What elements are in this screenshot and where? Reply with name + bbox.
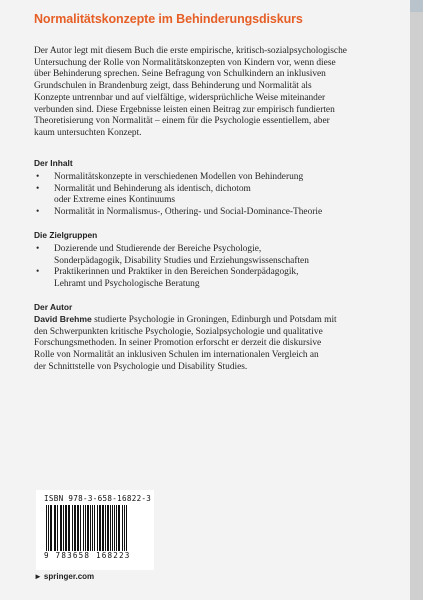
book-title: Normalitätskonzepte im Behinderungsdiskurs: [34, 12, 303, 26]
barcode-bar: [54, 505, 56, 551]
barcode-bar: [102, 505, 104, 551]
author-first-line: studierte Psychologie in Groningen, Edinburgh und Potsdam mit: [91, 315, 337, 325]
barcode-bar: [57, 505, 58, 551]
list-item-line: Normalität in Normalismus-, Othering- und Social-Dominance-Theorie: [54, 206, 323, 217]
intro-line: Der Autor legt mit diesem Buch die erste empirische, kritisch-sozialpsychologische: [34, 46, 347, 56]
section-heading-autor: Der Autor: [34, 302, 73, 312]
barcode-bar: [63, 505, 64, 551]
barcode-bar: [87, 505, 89, 551]
intro-line: Grundschulen in Brandenburg zeigt, dass Behinderung und Normalität als: [34, 81, 312, 92]
barcode-bar: [74, 505, 76, 551]
section-heading-zielgruppen: Die Zielgruppen: [34, 230, 98, 240]
list-item-line: Praktikerinnen und Praktiker in den Bereichen Sonderpädagogik,: [54, 267, 299, 278]
author-name: David Brehme: [34, 314, 92, 324]
author-line: Rolle von Normalität an inklusiven Schulen im internationalen Vergleich an: [34, 350, 319, 361]
barcode-bar: [124, 505, 125, 551]
barcode-bar: [50, 505, 52, 551]
list-item-line: Lehramt und Psychologische Beratung: [54, 278, 200, 289]
barcode-bar: [90, 505, 91, 551]
barcode-bar: [114, 505, 115, 551]
list-item-line: Normalitätskonzepte in verschiedenen Modellen von Behinderung: [54, 172, 304, 182]
zielgruppen-list: [34, 244, 396, 290]
bullet-icon: •: [36, 172, 40, 182]
author-line: Forschungsmethoden. In seiner Promotion erforscht er derzeit die diskursive: [34, 338, 322, 349]
list-item-line: Sonderpädagogik, Disability Studies und Erziehungswissenschaften: [54, 255, 309, 266]
intro-line: über Behinderung sprechen. Seine Befragung von Schulkindern an inklusiven: [34, 69, 326, 80]
publisher-link[interactable]: [34, 572, 94, 581]
list-item-line: Dozierende und Studierende der Bereiche Psychologie,: [54, 244, 262, 254]
barcode-bar: [126, 505, 127, 551]
author-line: den Schwerpunkten kritische Psychologie, Sozialpsychologie und qualitative: [34, 326, 323, 337]
author-paragraph: [34, 314, 396, 374]
barcode-bar: [85, 505, 86, 551]
list-item-line: oder Extreme eines Kontinuums: [54, 195, 176, 206]
spine-band: [410, 0, 423, 12]
barcode-bar: [97, 505, 98, 551]
bullet-icon: •: [36, 244, 40, 254]
list-item: [34, 207, 396, 219]
inhalt-list: [34, 172, 396, 218]
intro-line: Konzepte untrennbar und auf vielfältige, widersprüchliche Weise miteinander: [34, 92, 326, 103]
bullet-icon: •: [36, 267, 40, 278]
barcode-bar: [94, 505, 95, 551]
intro-line: verbunden sind. Diese Ergebnisse leisten einen Beitrag zur empirisch fundierten: [34, 104, 335, 115]
barcode-bar: [80, 505, 81, 551]
list-item: [34, 172, 396, 184]
intro-line: Theoretisierung von Normalität – einem für die Psychologie essentiellem, aber: [34, 116, 330, 127]
bullet-icon: •: [36, 183, 40, 194]
barcode-bar: [72, 505, 73, 551]
list-item: [34, 244, 396, 267]
isbn-label: ISBN 978-3-658-16822-3: [44, 494, 152, 503]
barcode-image: [44, 505, 148, 551]
barcode-bar: [92, 505, 93, 551]
barcode-bar: [77, 505, 79, 551]
barcode-bar: [48, 505, 49, 551]
arrow-icon: ►: [34, 572, 42, 581]
list-item: [34, 184, 396, 207]
bullet-icon: •: [36, 206, 40, 217]
barcode-bar: [83, 505, 84, 551]
author-line: der Schnittstelle von Psychologie und Disability Studies.: [34, 361, 248, 372]
barcode-bar: [110, 505, 111, 551]
section-heading-inhalt: Der Inhalt: [34, 158, 73, 168]
barcode-block: [36, 490, 154, 570]
barcode-bar: [118, 505, 120, 551]
barcode-bar: [122, 505, 123, 551]
barcode-bar: [112, 505, 113, 551]
barcode-bar: [65, 505, 67, 551]
book-spine: [410, 0, 423, 600]
barcode-bar: [105, 505, 106, 551]
barcode-bar: [99, 505, 101, 551]
barcode-number: 9 783658 168223: [44, 551, 131, 560]
intro-line: kaum untersuchten Konzept.: [34, 127, 142, 138]
barcode-bar: [46, 505, 47, 551]
publisher-label: springer.com: [43, 572, 95, 581]
barcode-bar: [116, 505, 117, 551]
list-item: [34, 267, 396, 290]
intro-line: Untersuchung der Rolle von Normalitätskonzepten von Kindern vor, wenn diese: [34, 57, 336, 68]
barcode-bar: [68, 505, 70, 551]
barcode-bar: [60, 505, 62, 551]
barcode-bar: [107, 505, 109, 551]
intro-paragraph: [34, 46, 396, 140]
list-item-line: Normalität und Behinderung als identisch, dichotom: [54, 183, 251, 194]
